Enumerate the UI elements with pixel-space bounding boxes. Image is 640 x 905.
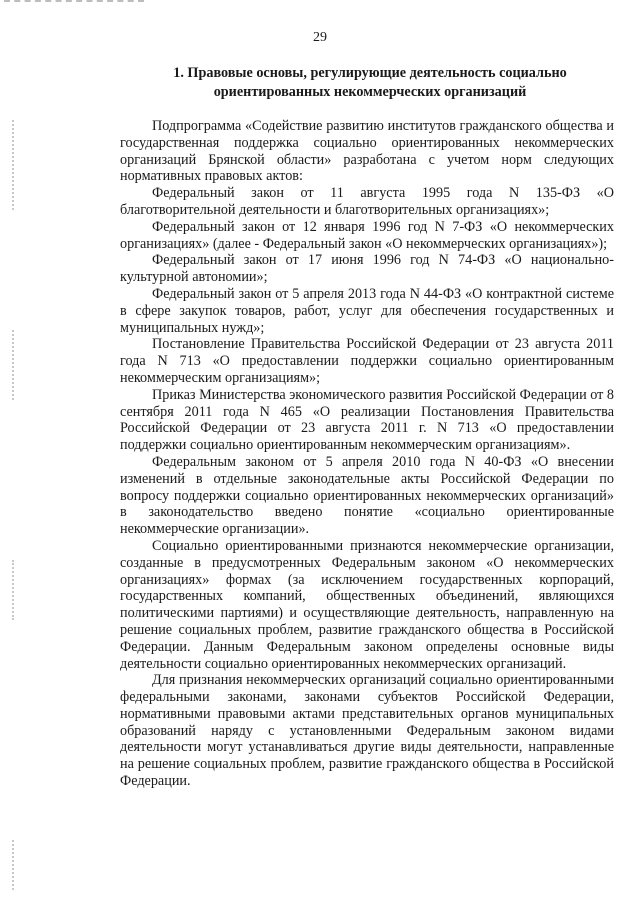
- paragraph: Федеральный закон от 5 апреля 2013 года N 44-ФЗ «О контрактной системе в сфере закупок товаров, работ, услуг для обеспечения государственных и муниципальных нужд»;: [120, 285, 614, 336]
- paragraph: Федеральный закон от 17 июня 1996 год N 74-ФЗ «О национально-культурной автономии»;: [120, 252, 614, 286]
- scan-margin-marks: [12, 120, 16, 210]
- paragraph: Социально ориентированными признаются некоммерческие организации, созданные в предусмотренных Федеральным законом «О некоммерческих организациях» формах (за исключением государственных корпораций, государственных компаний, общественных объединений, являющихся политическими партиями) и осуществляющие деятельность, направленную на решение социальных проблем, развитие гражданского общества в Российской Федерации. Данным Федеральным законом определены основные виды деятельности социально ориентированных некоммерческих организаций.: [120, 537, 614, 672]
- section-heading: 1. Правовые основы, регулирующие деятельность социально ориентированных некоммерческих организаций: [173, 65, 567, 100]
- scan-edge-marks: [4, 0, 144, 14]
- paragraph: Подпрограмма «Содействие развитию институтов гражданского общества и государственная поддержка социально ориентированных некоммерческих организаций Брянской области» разработана с учетом норм следующих нормативных правовых актов:: [120, 118, 614, 185]
- scan-margin-marks: [12, 330, 16, 400]
- paragraph: Федеральный закон от 11 августа 1995 года N 135-ФЗ «О благотворительной деятельности и благотворительных организациях»;: [120, 185, 614, 218]
- paragraph: Федеральный закон от 12 января 1996 год N 7-ФЗ «О некоммерческих организациях» (далее - Федеральный закон «О некоммерческих организациях»);: [120, 218, 614, 252]
- scan-margin-marks: [12, 560, 16, 620]
- page-number: 29: [313, 30, 327, 45]
- scan-margin-marks: [12, 840, 16, 890]
- paragraph: Постановление Правительства Российской Федерации от 23 августа 2011 года N 713 «О предоставлении поддержки социально ориентированным некоммерческим организациям»;: [120, 336, 614, 386]
- paragraph: Для признания некоммерческих организаций социально ориентированными федеральными законами, законами субъектов Российской Федерации, нормативными правовыми актами представительных органов муниципальных образований наряду с установленными Федеральным законом видами деятельности могут устанавливаться другие виды деятельности, направленные на решение социальных проблем, развитие гражданского общества в Российской Федерации.: [120, 672, 614, 790]
- body-text: [120, 118, 614, 790]
- paragraph: Приказ Министерства экономического развития Российской Федерации от 8 сентября 2011 года N 465 «О реализации Постановления Правительства Российской Федерации от 23 августа 2011 г. N 713 «О предоставлении поддержки социально ориентированным некоммерческим организациям».: [120, 386, 614, 454]
- paragraph: Федеральным законом от 5 апреля 2010 года N 40-ФЗ «О внесении изменений в отдельные законодательные акты Российской Федерации по вопросу поддержки социально ориентированных некоммерческих организаций» в законодательство введено понятие «социально ориентированные некоммерческие организации».: [120, 453, 614, 538]
